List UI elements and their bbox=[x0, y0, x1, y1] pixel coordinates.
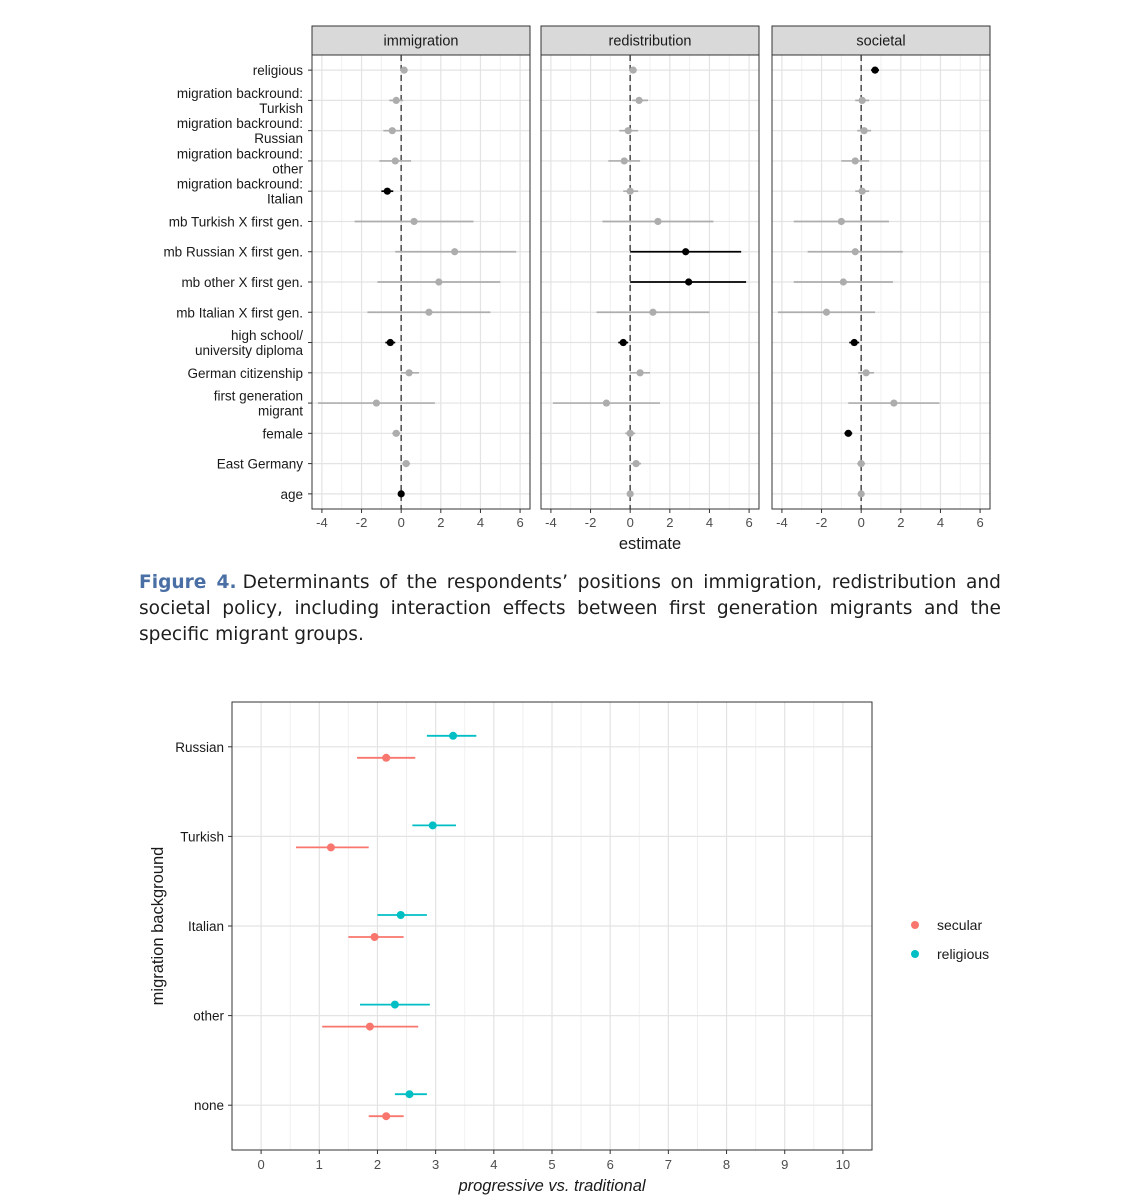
facet-strip-label: societal bbox=[856, 33, 906, 50]
point-estimate bbox=[403, 460, 410, 467]
point-estimate bbox=[838, 218, 845, 225]
y-axis-term-label: East Germany bbox=[216, 456, 303, 472]
point-estimate bbox=[685, 278, 692, 285]
y-axis-term-label: migration backround: Italian bbox=[176, 176, 303, 207]
point-estimate bbox=[858, 490, 865, 497]
y-axis-title: migration background bbox=[149, 846, 167, 1006]
figure4-caption bbox=[139, 570, 1001, 648]
point-estimate bbox=[859, 97, 866, 104]
point-estimate bbox=[654, 218, 661, 225]
point-estimate bbox=[435, 278, 442, 285]
point-secular bbox=[371, 933, 379, 941]
point-estimate bbox=[389, 127, 396, 134]
x-tick-label: 4 bbox=[490, 1157, 498, 1172]
x-tick-label: -2 bbox=[355, 515, 368, 530]
x-tick-label: -4 bbox=[776, 515, 788, 530]
point-religious bbox=[405, 1090, 413, 1098]
y-axis-term-label: mb other X first gen. bbox=[181, 275, 303, 290]
y-axis-term-label: high school/ university diploma bbox=[194, 328, 303, 359]
legend-label-secular: secular bbox=[937, 917, 983, 933]
point-secular bbox=[382, 754, 390, 762]
legend-key-religious bbox=[911, 950, 919, 958]
point-estimate bbox=[425, 309, 432, 316]
x-tick-label: 4 bbox=[936, 515, 945, 530]
x-tick-label: 0 bbox=[397, 515, 405, 530]
x-tick-label: 10 bbox=[835, 1157, 851, 1172]
point-estimate bbox=[852, 248, 859, 255]
y-category-label: Italian bbox=[187, 919, 224, 934]
x-tick-label: 4 bbox=[476, 515, 485, 530]
x-tick-label: -2 bbox=[815, 515, 828, 530]
point-religious bbox=[449, 732, 457, 740]
point-estimate bbox=[627, 188, 634, 195]
point-secular bbox=[382, 1112, 390, 1120]
point-estimate bbox=[851, 339, 858, 346]
point-estimate bbox=[859, 188, 866, 195]
x-tick-label: 2 bbox=[666, 515, 674, 530]
y-axis-term-label: female bbox=[262, 426, 303, 442]
point-estimate bbox=[406, 369, 413, 376]
y-axis-term-label: age bbox=[280, 486, 303, 502]
x-tick-label: 7 bbox=[664, 1157, 672, 1172]
point-estimate bbox=[393, 430, 400, 437]
x-tick-label: 8 bbox=[722, 1157, 731, 1172]
x-tick-label: 9 bbox=[781, 1157, 789, 1172]
point-estimate bbox=[871, 67, 878, 74]
y-axis-term-label: religious bbox=[252, 63, 303, 79]
x-tick-label: 6 bbox=[976, 515, 984, 530]
y-axis-term-label: migration backround: Turkish bbox=[176, 85, 303, 116]
point-estimate bbox=[398, 490, 405, 497]
point-estimate bbox=[890, 399, 897, 406]
x-tick-label: -4 bbox=[545, 515, 557, 530]
y-category-label: none bbox=[193, 1098, 224, 1114]
x-tick-label: 1 bbox=[315, 1157, 323, 1172]
point-estimate bbox=[620, 339, 627, 346]
point-estimate bbox=[649, 309, 656, 316]
point-estimate bbox=[840, 278, 847, 285]
point-estimate bbox=[636, 97, 643, 104]
point-estimate bbox=[627, 430, 634, 437]
facet-strip-label: immigration bbox=[383, 33, 459, 50]
point-estimate bbox=[451, 248, 458, 255]
point-estimate bbox=[630, 67, 637, 74]
x-tick-label: 0 bbox=[857, 515, 865, 530]
y-category-label: other bbox=[193, 1008, 224, 1024]
x-tick-label: 5 bbox=[548, 1157, 556, 1172]
x-tick-label: 2 bbox=[437, 515, 445, 530]
y-category-label: Russian bbox=[175, 739, 224, 755]
y-axis-term-label: German citizenship bbox=[187, 365, 303, 381]
point-estimate bbox=[625, 127, 632, 134]
y-axis-term-label: migration backround: other bbox=[176, 146, 303, 177]
point-estimate bbox=[823, 309, 830, 316]
x-tick-label: -4 bbox=[316, 515, 328, 530]
point-estimate bbox=[682, 248, 689, 255]
y-axis-term-label: mb Russian X first gen. bbox=[163, 244, 303, 260]
y-category-label: Turkish bbox=[180, 829, 224, 845]
point-estimate bbox=[633, 460, 640, 467]
point-estimate bbox=[401, 67, 408, 74]
x-tick-label: -2 bbox=[584, 515, 597, 530]
point-religious bbox=[391, 1001, 399, 1009]
point-estimate bbox=[845, 430, 852, 437]
point-estimate bbox=[410, 218, 417, 225]
point-estimate bbox=[858, 460, 865, 467]
x-axis-title: progressive vs. traditional bbox=[458, 1177, 646, 1195]
y-axis-term-label: first generation migrant bbox=[213, 388, 303, 419]
y-axis-term-label: mb Turkish X first gen. bbox=[168, 214, 303, 230]
point-estimate bbox=[627, 490, 634, 497]
point-secular bbox=[327, 843, 335, 851]
point-estimate bbox=[621, 157, 628, 164]
legend-key-secular bbox=[911, 921, 919, 929]
point-estimate bbox=[603, 399, 610, 406]
figure4-caption-label: Figure 4. bbox=[139, 572, 237, 593]
point-estimate bbox=[392, 157, 399, 164]
y-axis-term-label: migration backround: Russian bbox=[176, 116, 303, 147]
figure4-caption-text: Determinants of the respondents’ positions on immigration, redistribution and societal policy, including interaction effects between first generation migrants and the specific migrant groups. bbox=[139, 572, 1001, 645]
point-estimate bbox=[384, 188, 391, 195]
x-tick-label: 6 bbox=[516, 515, 524, 530]
x-tick-label: 2 bbox=[373, 1157, 382, 1172]
x-axis-title: estimate bbox=[618, 535, 682, 553]
point-estimate bbox=[387, 339, 394, 346]
x-tick-label: 4 bbox=[705, 515, 714, 530]
figure4-coefficient-plot bbox=[0, 0, 1141, 560]
x-tick-label: 6 bbox=[606, 1157, 614, 1172]
point-estimate bbox=[373, 399, 380, 406]
point-estimate bbox=[861, 127, 868, 134]
point-estimate bbox=[393, 97, 400, 104]
point-religious bbox=[429, 821, 437, 829]
y-axis-term-label: mb Italian X first gen. bbox=[176, 305, 303, 321]
figure5-point-range-plot bbox=[0, 690, 1141, 1200]
point-secular bbox=[366, 1023, 374, 1031]
point-estimate bbox=[852, 157, 859, 164]
point-estimate bbox=[863, 369, 870, 376]
facet-strip-label: redistribution bbox=[608, 33, 692, 50]
x-tick-label: 6 bbox=[745, 515, 753, 530]
x-tick-label: 0 bbox=[626, 515, 634, 530]
x-tick-label: 0 bbox=[257, 1157, 265, 1172]
x-tick-label: 2 bbox=[897, 515, 905, 530]
point-religious bbox=[397, 911, 405, 919]
point-estimate bbox=[636, 369, 643, 376]
x-tick-label: 3 bbox=[432, 1157, 440, 1172]
legend-label-religious: religious bbox=[937, 946, 990, 962]
